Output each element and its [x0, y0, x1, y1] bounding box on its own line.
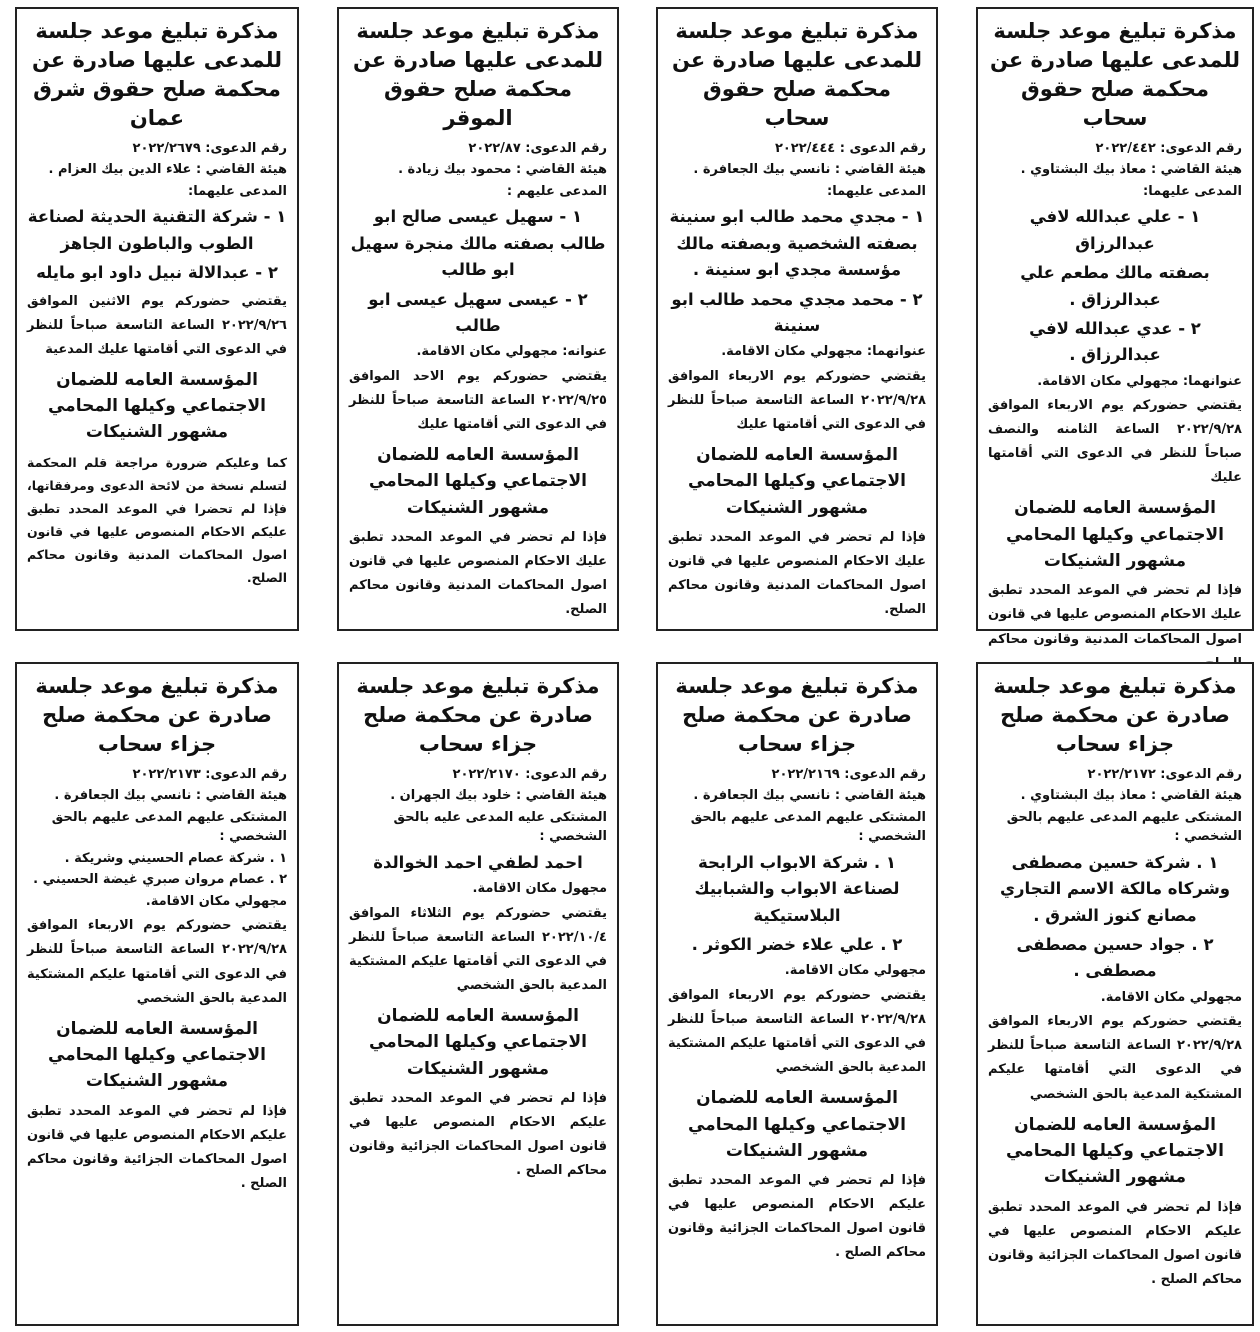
- party-label: المشتكى عليهم المدعى عليهم بالحق الشخصي :: [51, 809, 287, 845]
- judge: هيئة القاضي : محمود بيك زيادة .: [398, 162, 607, 178]
- notice-3: [337, 7, 619, 631]
- judge: هيئة القاضي : معاذ بيك البشتاوي .: [1020, 788, 1242, 804]
- party-label: المشتكى عليهم المدعى عليهم بالحق الشخصي :: [1006, 809, 1242, 845]
- case-number: رقم الدعوى: ٢٠٢٢/٢١٧٠: [452, 766, 607, 782]
- address: عنوانه: مجهولي مكان الاقامة.: [416, 344, 607, 360]
- case-number: رقم الدعوى: ٢٠٢٢/٤٤٢: [1095, 140, 1242, 156]
- plaintiff: المؤسسة العامه للضمان الاجتماعي وكيلها المحامي مشهور الشنيكات: [368, 444, 587, 518]
- body-text: يقتضي حضوركم يوم الثلاثاء الموافق ٢٠٢٢/١٠/٤ الساعة التاسعة صباحاً للنظر في الدعوى التي أقامتها عليكم المشتكية المدعية بالحق الشخصي: [349, 905, 607, 993]
- case-number: رقم الدعوى: ٢٠٢٢/٢١٧٣: [132, 766, 287, 782]
- party: ١ - سهيل عيسى صالح ابو طالب بصفته مالك منجرة سهيل ابو طالب: [350, 207, 606, 280]
- party: بصفته مالك مطعم علي عبدالرزاق .: [1020, 263, 1210, 309]
- party: ٢ - عدي عبدالله لافي عبدالرزاق .: [1029, 318, 1201, 365]
- notice-6: [656, 662, 938, 1326]
- plaintiff: المؤسسة العامه للضمان الاجتماعي وكيلها المحامي مشهور الشنيكات: [47, 369, 266, 443]
- plaintiff: المؤسسة العامه للضمان الاجتماعي وكيلها المحامي مشهور الشنيكات: [687, 1088, 906, 1161]
- address: عنوانهما: مجهولي مكان الاقامة.: [721, 344, 926, 360]
- judge: هيئة القاضي : نانسي بيك الجعافرة .: [54, 788, 287, 804]
- footer-text: فإذا لم تحضر في الموعد المحدد تطبق عليكم الاحكام المنصوص عليها في قانون اصول المحاكمات الجزائية وقانون محاكم الصلح .: [668, 1173, 926, 1261]
- case-number: رقم الدعوى: ٢٠٢٢/٢١٧٢: [1087, 766, 1242, 782]
- party-label: المشتكى عليه المدعى عليه بالحق الشخصي :: [393, 809, 607, 845]
- body-text: يقتضي حضوركم يوم الاربعاء الموافق ٢٠٢٢/٩/٢٨ الساعة التاسعة صباحاً للنظر في الدعوى التي أقامتها عليكم المشتكية المدعية بالحق الشخصي: [988, 1014, 1242, 1102]
- notice-title: مذكرة تبليغ موعد جلسة صادرة عن محكمة صلح جزاء سحاب: [35, 674, 279, 756]
- judge: هيئة القاضي : علاء الدين بيك العزام .: [48, 162, 287, 178]
- notice-2: [656, 7, 938, 631]
- judge: هيئة القاضي : نانسي بيك الجعافرة .: [693, 788, 926, 804]
- notice-title: مذكرة تبليغ موعد جلسة للمدعى عليها صادرة عن محكمة صلح حقوق الموقر: [352, 19, 604, 130]
- party: ٢ . عصام مروان صبري غيضة الحسيني .: [33, 872, 287, 888]
- body-text: يقتضي حضوركم يوم الاثنين الموافق ٢٠٢٢/٩/٢٦ الساعة التاسعة صباحاً للنظر في الدعوى التي أقامتها عليك المدعية: [27, 293, 287, 357]
- footer-text: فإذا لم تحضر في الموعد المحدد تطبق عليكم الاحكام المنصوص عليها في قانون اصول المحاكمات الجزائية وقانون محاكم الصلح .: [27, 1103, 287, 1191]
- party-label: المدعى عليهم :: [506, 183, 607, 199]
- party-label: المدعى عليهما:: [827, 183, 926, 199]
- case-number: رقم الدعوى: ٢٠٢٢/٨٧: [468, 140, 607, 156]
- address: مجهولي مكان الاقامة.: [1100, 989, 1242, 1005]
- party: ١ - شركة التقنية الحديثة لصناعة الطوب والباطون الجاهز: [27, 207, 287, 253]
- party: ٢ - عيسى سهيل عيسى ابو طالب: [368, 289, 588, 335]
- notice-5: [976, 662, 1254, 1326]
- body-text: يقتضي حضوركم يوم الاربعاء الموافق ٢٠٢٢/٩/٢٨ الساعة التاسعة صباحاً للنظر في الدعوى التي أقامتها عليكم المشتكية المدعية بالحق الشخصي: [27, 918, 287, 1006]
- case-number: رقم الدعوى : ٢٠٢٢/٤٤٤: [774, 140, 926, 156]
- party: ١ - علي عبدالله لافي عبدالرزاق: [1029, 207, 1201, 253]
- plaintiff: المؤسسة العامه للضمان الاجتماعي وكيلها المحامي مشهور الشنيكات: [368, 1005, 587, 1079]
- notice-title: مذكرة تبليغ موعد جلسة للمدعى عليها صادرة عن محكمة صلح حقوق سحاب: [989, 19, 1241, 130]
- case-number: رقم الدعوى: ٢٠٢٢/٢١٦٩: [771, 766, 926, 782]
- notice-title: مذكرة تبليغ موعد جلسة للمدعى عليها صادرة عن محكمة صلح حقوق شرق عمان: [31, 19, 283, 130]
- notice-1: [976, 7, 1254, 647]
- party: ١ . شركة الابواب الرابحة لصناعة الابواب والشبابيك البلاستيكية: [694, 852, 900, 925]
- footer-text: فإذا لم تحضر في الموعد المحدد تطبق عليك الاحكام المنصوص عليها في قانون اصول المحاكمات المدنية وقانون محاكم الصلح.: [668, 530, 926, 618]
- notice-title: مذكرة تبليغ موعد جلسة صادرة عن محكمة صلح جزاء سحاب: [675, 674, 919, 756]
- party-label: المدعى عليهما:: [1143, 183, 1242, 199]
- notice-4: [15, 7, 299, 631]
- plaintiff: المؤسسة العامه للضمان الاجتماعي وكيلها المحامي مشهور الشنيكات: [1005, 498, 1224, 572]
- party: ١ . شركة عصام الحسيني وشريكة .: [64, 850, 287, 866]
- notice-7: [337, 662, 619, 1326]
- footer-text: فإذا لم تحضر في الموعد المحدد تطبق عليكم الاحكام المنصوص عليها في قانون اصول المحاكمات الجزائية وقانون محاكم الصلح .: [988, 1199, 1242, 1287]
- party-label: المشتكى عليهم المدعى عليهم بالحق الشخصي :: [690, 809, 926, 845]
- judge: هيئة القاضي : نانسي بيك الجعافرة .: [693, 162, 926, 178]
- plaintiff: المؤسسة العامه للضمان الاجتماعي وكيلها المحامي مشهور الشنيكات: [687, 444, 906, 518]
- plaintiff: المؤسسة العامه للضمان الاجتماعي وكيلها المحامي مشهور الشنيكات: [1005, 1114, 1224, 1188]
- party: احمد لطفي احمد الخوالدة: [373, 852, 583, 872]
- body-text: يقتضي حضوركم يوم الاربعاء الموافق ٢٠٢٢/٩/٢٨ الساعة التاسعة صباحاً للنظر في الدعوى التي أقامتها عليك: [668, 368, 926, 432]
- notice-title: مذكرة تبليغ موعد جلسة للمدعى عليها صادرة عن محكمة صلح حقوق سحاب: [671, 19, 923, 130]
- notice-title: مذكرة تبليغ موعد جلسة صادرة عن محكمة صلح جزاء سحاب: [356, 674, 600, 756]
- footer-text: فإذا لم تحضر في الموعد المحدد تطبق عليك الاحكام المنصوص عليها في قانون اصول المحاكمات المدنية وقانون محاكم الصلح.: [349, 530, 607, 618]
- address: مجهول مكان الاقامة.: [472, 881, 607, 897]
- footer-text: كما وعليكم ضرورة مراجعة قلم المحكمة لتسلم نسخة من لائحة الدعوى ومرفقاتها، فإذا لم تحضرا في الموعد المحدد تطبق عليكم الاحكام المنصوص عليها في قانون اصول المحاكمات المدنية وقانون محاكم الصلح.: [27, 454, 287, 586]
- body-text: يقتضي حضوركم يوم الاربعاء الموافق ٢٠٢٢/٩/٢٨ الساعة الثامنه والنصف صباحاً للنظر في الدعوى التي أقامتها عليك: [988, 398, 1242, 486]
- party: ٢ . علي علاء خضر الكوثر .: [691, 935, 903, 955]
- footer-text: فإذا لم تحضر في الموعد المحدد تطبق عليك الاحكام المنصوص عليها في قانون اصول المحاكمات المدنية وقانون محاكم: [988, 583, 1242, 647]
- party: ٢ . جواد حسين مصطفى مصطفى .: [1016, 935, 1214, 981]
- plaintiff: المؤسسة العامه للضمان الاجتماعي وكيلها المحامي مشهور الشنيكات: [47, 1018, 266, 1092]
- body-text: يقتضي حضوركم يوم الاربعاء الموافق ٢٠٢٢/٩/٢٨ الساعة التاسعة صباحاً للنظر في الدعوى التي أقامتها عليكم المشتكية المدعية بالحق الشخصي: [668, 987, 926, 1076]
- case-number: رقم الدعوى: ٢٠٢٢/٢٦٧٩: [132, 140, 287, 156]
- party: ١ - مجدي محمد طالب ابو سنينة بصفته الشخصية وبصفته مالك مؤسسة مجدي ابو سنينة .: [669, 207, 925, 280]
- party: ٢ - محمد مجدي محمد طالب ابو سنينة: [671, 289, 923, 335]
- notice-8: [15, 662, 299, 1326]
- body-text: يقتضي حضوركم يوم الاحد الموافق ٢٠٢٢/٩/٢٥ الساعة التاسعة صباحاً للنظر في الدعوى التي أقامتها عليك: [349, 368, 607, 432]
- party-label: المدعى عليهما:: [188, 183, 287, 199]
- footer-text: فإذا لم تحضر في الموعد المحدد تطبق عليكم الاحكام المنصوص عليها في قانون اصول المحاكمات الجزائية وقانون محاكم الصلح .: [349, 1091, 607, 1179]
- judge: هيئة القاضي : خلود بيك الجهران .: [390, 788, 607, 804]
- notice-title: مذكرة تبليغ موعد جلسة صادرة عن محكمة صلح جزاء سحاب: [993, 674, 1237, 756]
- judge: هيئة القاضي : معاذ بيك البشتاوي .: [1020, 162, 1242, 178]
- address: مجهولي مكان الاقامة.: [784, 963, 926, 979]
- address: عنوانهما: مجهولي مكان الاقامة.: [1037, 373, 1242, 389]
- party: ١ . شركة حسين مصطفى وشركاه مالكة الاسم التجاري مصانع كنوز الشرق .: [999, 852, 1231, 925]
- address: مجهولي مكان الاقامة.: [145, 893, 287, 909]
- party: ٢ - عبدالالة نبيل داود ابو مايله: [36, 263, 278, 283]
